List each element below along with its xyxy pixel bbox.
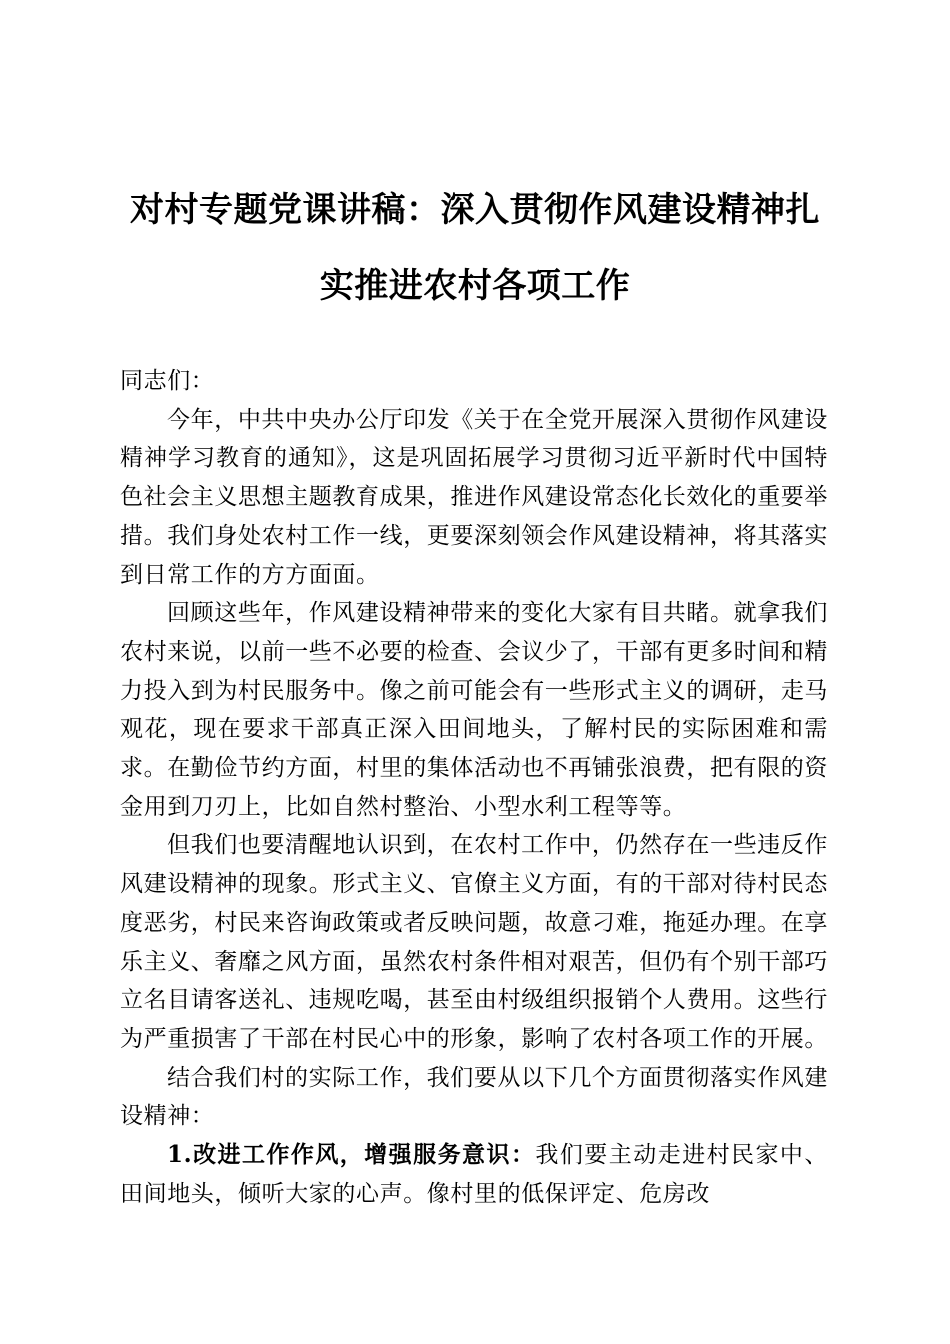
paragraph-4: 结合我们村的实际工作，我们要从以下几个方面贯彻落实作风建设精神： (120, 1064, 828, 1130)
paragraph-2: 回顾这些年，作风建设精神带来的变化大家有目共睹。就拿我们农村来说，以前一些不必要的检查、会议少了，干部有更多时间和精力投入到为村民服务中。像之前可能会有一些形式主义的调研，走马观花，现在要求干部真正深入田间地头，了解村民的实际困难和需求。在勤俭节约方面，村里的集体活动也不再铺张浪费，把有限的资金用到刀刃上，比如自然村整治、小型水利工程等等。 (120, 600, 828, 820)
paragraph-1: 今年，中共中央办公厅印发《关于在全党开展深入贯彻作风建设精神学习教育的通知》，这是巩固拓展学习贯彻习近平新时代中国特色社会主义思想主题教育成果，推进作风建设常态化长效化的重要举措。我们身处农村工作一线，更要深刻领会作风建设精神，将其落实到日常工作的方方面面。 (120, 406, 828, 588)
list-item-1-heading: 1.改进工作作风，增强服务意识： (167, 1141, 536, 1169)
title-line-1: 对村专题党课讲稿：深入贯彻作风建设精神扎 (130, 190, 820, 230)
list-item-1-text: 我们要主动走进村民家中、田间地头，倾听大家的心声。像村里的低保评定、危房改 (120, 1142, 828, 1207)
document-body (120, 362, 828, 1213)
paragraph-3: 但我们也要清醒地认识到，在农村工作中，仍然存在一些违反作风建设精神的现象。形式主义、官僚主义方面，有的干部对待村民态度恶劣，村民来咨询政策或者反映问题，故意刁难，拖延办理。在享乐主义、奢靡之风方面，虽然农村条件相对艰苦，但仍有个别干部巧立名目请客送礼、违规吃喝，甚至由村级组织报销个人费用。这些行为严重损害了干部在村民心中的形象，影响了农村各项工作的开展。 (120, 832, 828, 1052)
document-title (100, 172, 850, 324)
title-line-2: 实推进农村各项工作 (319, 266, 631, 306)
greeting: 同志们： (120, 368, 215, 394)
list-item-1 (120, 1136, 828, 1213)
